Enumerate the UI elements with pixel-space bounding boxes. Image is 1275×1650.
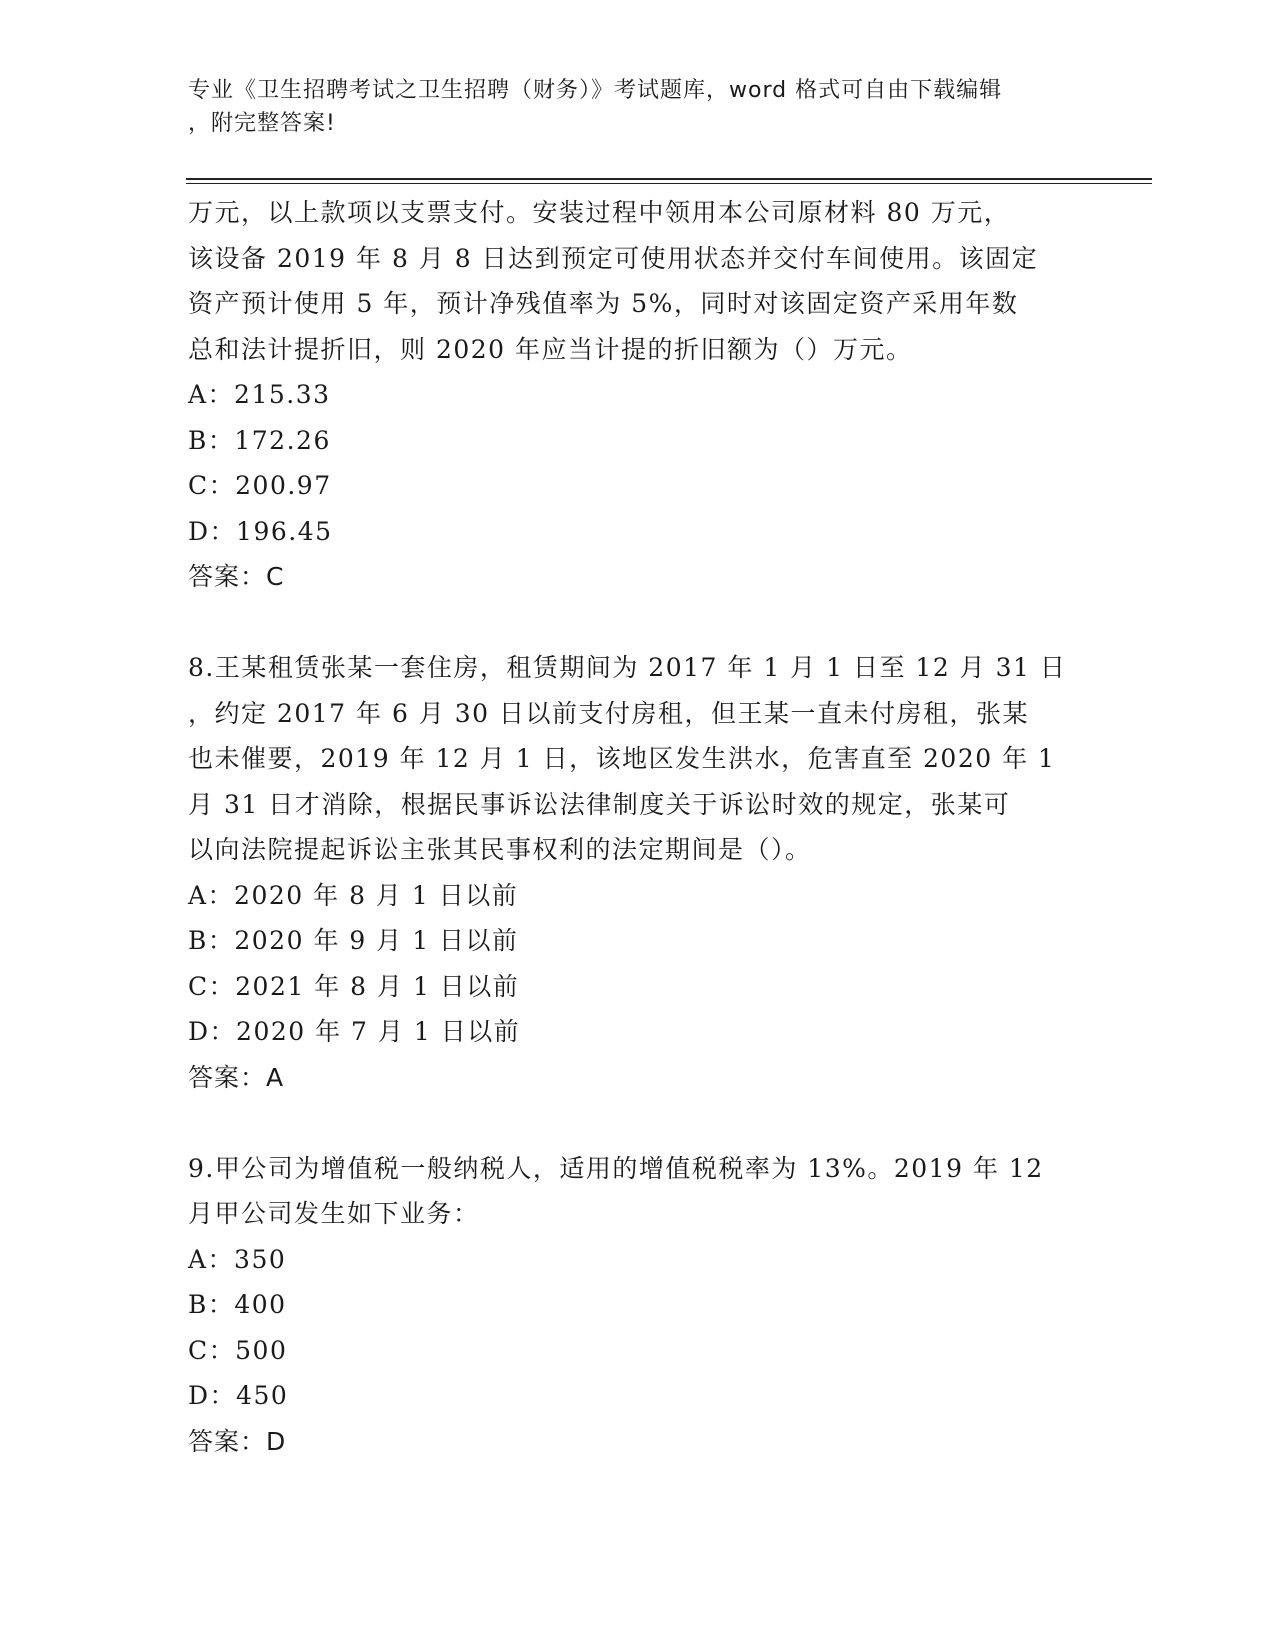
question-7: [188, 190, 1088, 600]
question-9-option-c: C：500: [188, 1335, 288, 1365]
question-7-text-line: 总和法计提折旧，则 2020 年应当计提的折旧额为（）万元。: [188, 334, 913, 364]
question-9-text-line: 月甲公司发生如下业务：: [188, 1199, 480, 1228]
header-divider-thin: [186, 183, 1152, 184]
question-8-text-line: 月 31 日才消除，根据民事诉讼法律制度关于诉讼时效的规定，张某可: [188, 789, 1011, 819]
question-8-option-a: A：2020 年 8 月 1 日以前: [188, 880, 519, 910]
header-divider-thick: [186, 178, 1152, 180]
question-content: [188, 190, 1088, 1464]
page-header: [188, 74, 1068, 140]
question-8-option-c: C：2021 年 8 月 1 日以前: [188, 971, 520, 1001]
question-7-answer: 答案：C: [188, 562, 285, 591]
question-7-option-d: D：196.45: [188, 516, 333, 546]
question-8-text-line: 以向法院提起诉讼主张其民事权利的法定期间是（）。: [188, 835, 812, 864]
header-title-line-1: 专业《卫生招聘考试之卫生招聘（财务）》考试题库，word 格式可自由下载编辑: [188, 78, 1003, 103]
question-8-answer: 答案：A: [188, 1062, 285, 1092]
question-7-text-line: 该设备 2019 年 8 月 8 日达到预定可使用状态并交付车间使用。该固定: [188, 243, 1039, 273]
question-8-text-line: ，约定 2017 年 6 月 30 日以前支付房租，但王某一直未付房租，张某: [188, 698, 1030, 728]
spacer: [188, 1100, 1088, 1146]
question-7-option-a: A：215.33: [188, 380, 331, 409]
question-8-text-line: 8.王某租赁张某一套住房，租赁期间为 2017 年 1 月 1 日至 12 月 31 日: [188, 653, 1067, 682]
question-9-option-b: B：400: [188, 1290, 287, 1319]
question-7-option-c: C：200.97: [188, 471, 332, 500]
question-8-text-line: 也未催要，2019 年 12 月 1 日，该地区发生洪水，危害直至 2020 年 1: [188, 744, 1056, 773]
question-8-option-d: D：2020 年 7 月 1 日以前: [188, 1017, 521, 1046]
question-7-option-b: B：172.26: [188, 425, 331, 455]
spacer: [188, 600, 1088, 646]
question-9-option-d: D：450: [188, 1381, 289, 1410]
question-8: [188, 645, 1088, 1100]
question-8-option-b: B：2020 年 9 月 1 日以前: [188, 926, 519, 955]
header-title-line-2: ，附完整答案!: [188, 111, 336, 136]
question-7-text-line: 资产预计使用 5 年，预计净残值率为 5%，同时对该固定资产采用年数: [188, 289, 1019, 318]
question-9-text-line: 9.甲公司为增值税一般纳税人，适用的增值税税率为 13%。2019 年 12: [188, 1153, 1044, 1183]
question-9-option-a: A：350: [188, 1244, 287, 1274]
question-9: [188, 1146, 1088, 1465]
question-7-text-line: 万元，以上款项以支票支付。安装过程中领用本公司原材料 80 万元，: [188, 198, 1011, 227]
question-9-answer: 答案：D: [188, 1426, 287, 1456]
